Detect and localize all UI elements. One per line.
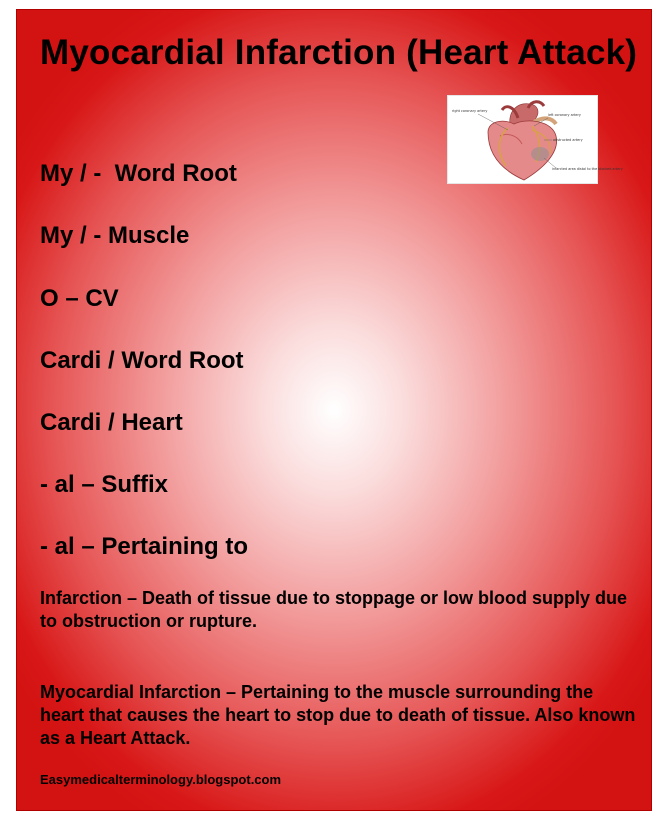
image-label-left-coronary: left coronary artery [548, 113, 581, 117]
term-line: Cardi / Word Root [40, 347, 244, 374]
term-line: - al – Pertaining to [40, 533, 249, 560]
image-label-right-coronary: right coronary artery [452, 109, 488, 113]
term-line: O – CV [40, 285, 119, 312]
poster [16, 9, 652, 811]
image-label-infarcted: infarcted area distal to the blocked artery [552, 167, 623, 171]
term-line: My / - Word Root [40, 160, 237, 187]
heart-anatomy-diagram-icon [448, 96, 623, 185]
definition-myocardial-infarction: Myocardial Infarction – Pertaining to the muscle surrounding the heart that causes the heart to stop due to death of tissue. Also known as a Heart Attack. [40, 682, 636, 748]
page-title: Myocardial Infarction (Heart Attack) [40, 33, 638, 72]
image-label-obstructed: obstructed artery [553, 138, 583, 142]
term-line: Cardi / Heart [40, 409, 183, 436]
term-line: - al – Suffix [40, 471, 169, 498]
heart-anatomy-image [447, 95, 623, 184]
term-line: My / - Muscle [40, 222, 190, 249]
footer-source: Easymedicalterminology.blogspot.com [40, 772, 282, 787]
definition-infarction: Infarction – Death of tissue due to stoppage or low blood supply due to obstruction or rupture. [40, 588, 628, 631]
